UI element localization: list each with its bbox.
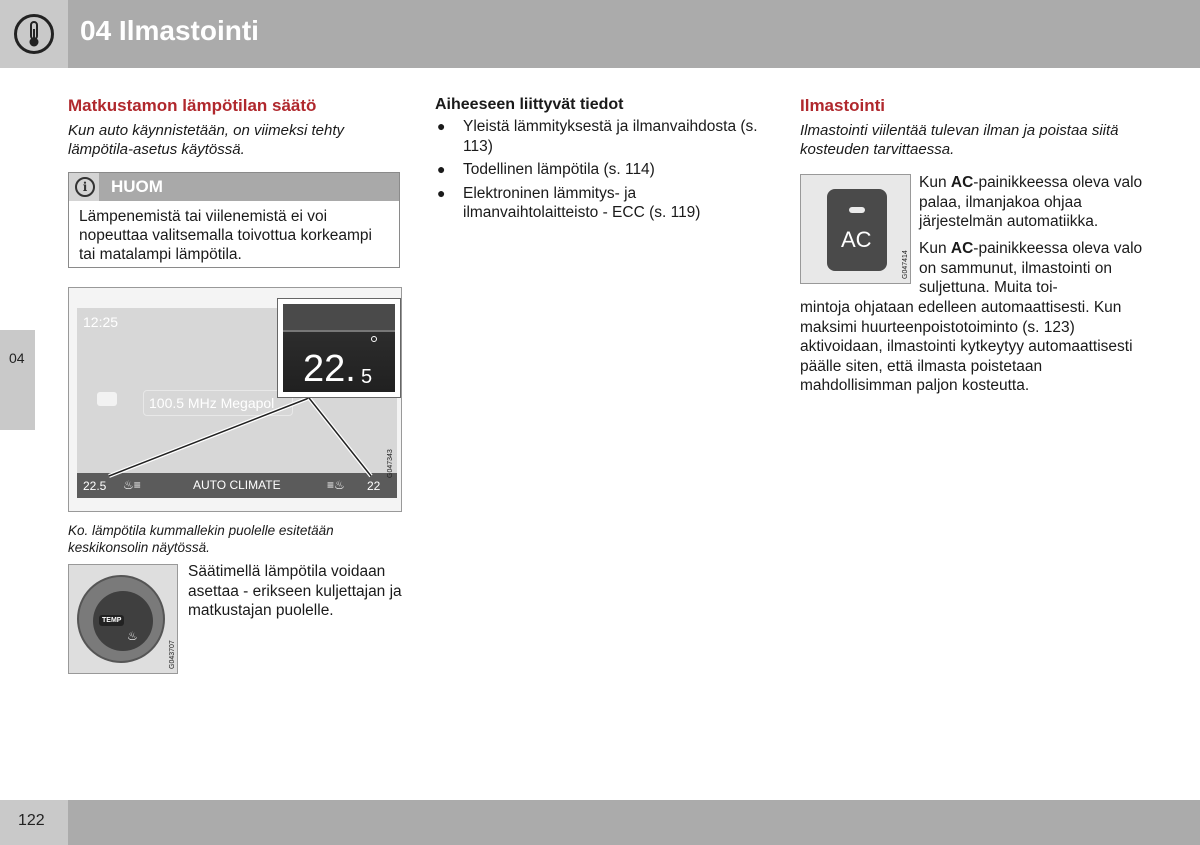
temp-knob-icon xyxy=(77,575,165,663)
section-lead: Ilmastointi viilentää tulevan ilman ja poistaa siitä kosteuden tarvittaessa. xyxy=(800,122,1119,158)
center-display-figure xyxy=(68,287,402,512)
note-box xyxy=(68,172,400,268)
seat-heat-right-icon: ≡♨ xyxy=(327,478,345,492)
section-lead: Kun auto käynnistetään, on viimeksi tehty lämpötila-asetus käytössä. xyxy=(68,122,344,158)
display-clock: 12:25 xyxy=(83,314,119,330)
driver-temp: 22.5 xyxy=(83,479,107,493)
ac-button-icon xyxy=(827,189,887,271)
degree-icon xyxy=(371,336,377,342)
seat-heat-left-icon: ♨≡ xyxy=(123,478,141,492)
chapter-tab-label: 04 xyxy=(9,350,25,366)
info-icon: i xyxy=(75,177,95,197)
zoom-temp-integer: 22. xyxy=(303,348,356,390)
note-text: Lämpenemistä tai viilenemistä ei voi nopeuttaa valitsemalla toivottua korkeampi tai matalampi lämpötila. xyxy=(79,208,372,263)
page-number: 122 xyxy=(18,812,45,829)
ac-button-figure xyxy=(800,174,911,284)
temp-knob-figure xyxy=(68,564,178,674)
figure-code: G047343 xyxy=(387,449,394,478)
knob-description: Säätimellä lämpötila voidaan asettaa - erikseen kuljettajan ja matkustajan puolelle. xyxy=(188,563,402,619)
climate-mode: AUTO CLIMATE xyxy=(193,478,281,492)
radio-station: 100.5 MHz Megapol xyxy=(143,390,293,416)
ac-paragraph-defrost: mintoja ohjataan edelleen automaattisesti. Kun maksimi huurteenpoistotoiminto (s. 123) aktivoidaan, ilmastointi kytkeytyy automaattisesti päälle siten, että ilmasta poistetaan mahdollisimman paljon kosteutta. xyxy=(800,299,1133,394)
section-title-cabin-temperature: Matkustamon lämpötilan säätö xyxy=(68,96,317,115)
figure-caption: Ko. lämpötila kummallekin puolelle esitetään keskikonsolin näytössä. xyxy=(68,523,334,555)
list-item[interactable]: ● Todellinen lämpötila (s. 114) xyxy=(437,161,655,178)
seat-icon: ♨ xyxy=(127,629,138,643)
list-item[interactable]: ● Elektroninen lämmitys- ja ilmanvaihtolaitteisto - ECC (s. 119) xyxy=(437,184,701,221)
list-item[interactable]: ● Yleistä lämmityksestä ja ilmanvaihdosta (s. 113) xyxy=(437,118,758,155)
temperature-zoom xyxy=(277,298,401,398)
ac-led-icon xyxy=(849,207,865,213)
ac-paragraph-off: Kun AC-painikkeessa oleva valo on sammunut, ilmastointi on suljettuna. Muita toi- xyxy=(919,240,1143,296)
footer-bar xyxy=(68,800,1200,845)
ac-label: AC xyxy=(841,227,872,252)
knob-label: TEMP xyxy=(99,615,124,626)
related-info-title: Aiheeseen liittyvät tiedot xyxy=(435,96,624,113)
section-title-ac: Ilmastointi xyxy=(800,96,886,115)
chapter-tab xyxy=(0,330,35,430)
passenger-temp: 22 xyxy=(367,479,381,493)
figure-code: G043707 xyxy=(169,640,176,669)
header-icon-box xyxy=(0,0,68,68)
note-header xyxy=(69,173,399,201)
note-label: HUOM xyxy=(111,177,163,196)
chapter-title: 04 Ilmastointi xyxy=(80,15,259,46)
figure-code: G047414 xyxy=(902,250,909,279)
ac-paragraph-on: Kun AC-painikkeessa oleva valo palaa, ilmanjakoa ohjaa järjestelmän automatiikka. xyxy=(919,174,1143,230)
zoom-temp-decimal: 5 xyxy=(361,366,373,388)
related-info-list xyxy=(435,117,765,227)
thermometer-icon xyxy=(14,14,54,54)
